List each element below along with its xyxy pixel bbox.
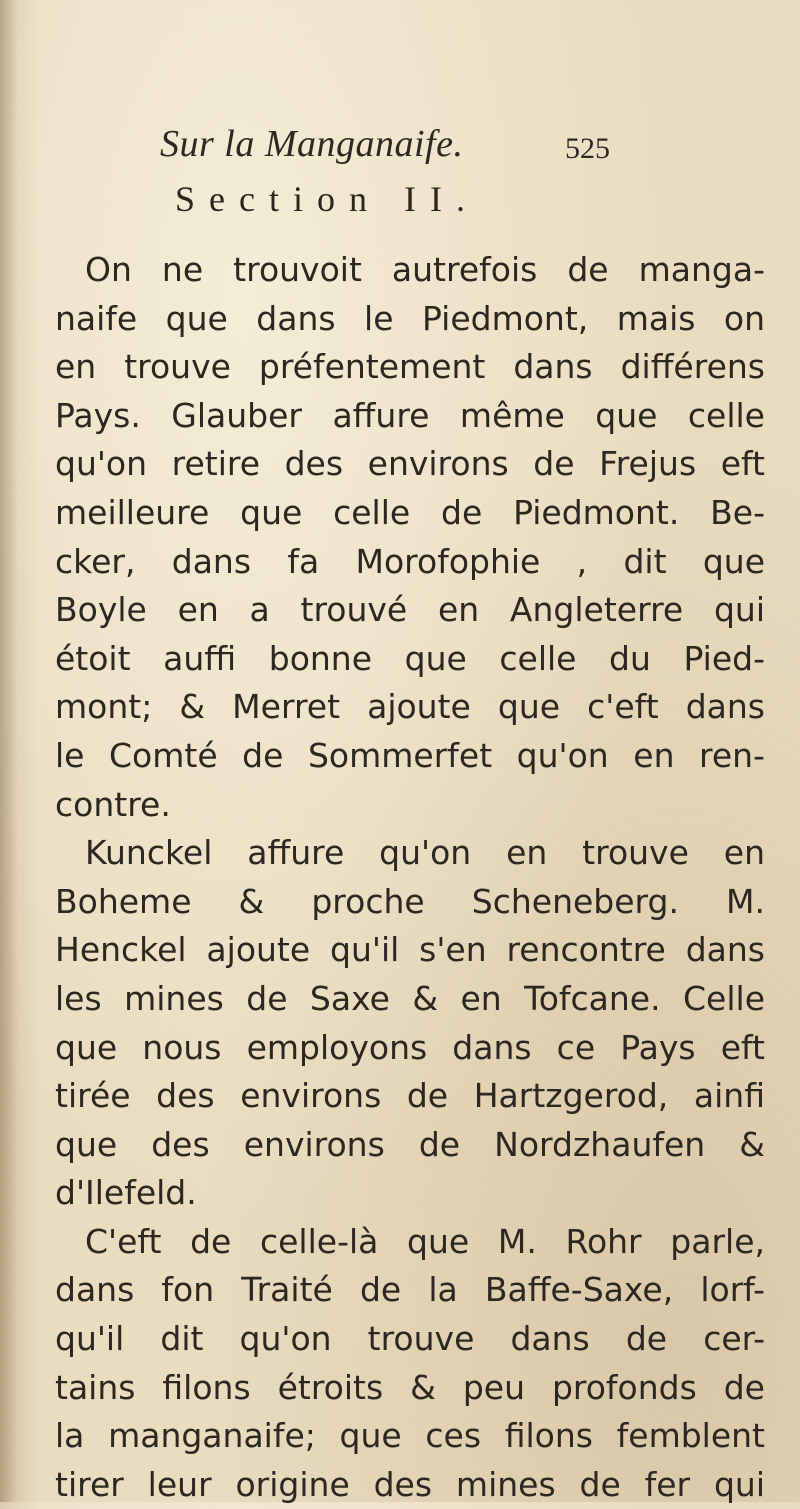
page-header bbox=[160, 122, 610, 172]
text-line: naife que dans le Piedmont, mais on bbox=[55, 298, 765, 338]
text-line: tains filons étroits & peu profonds de bbox=[55, 1367, 765, 1407]
page-number: 525 bbox=[565, 132, 610, 165]
text-line: étoit auffi bonne que celle du Pied- bbox=[55, 638, 765, 678]
text-line: dans fon Traité de la Baffe-Saxe, lorf- bbox=[55, 1270, 765, 1310]
text-line: mont; & Merret ajoute que c'eft dans bbox=[55, 687, 765, 727]
running-title: Sur la Manganaife. bbox=[160, 123, 464, 165]
text-line: Boheme & proche Scheneberg. M. bbox=[55, 881, 765, 921]
page-gutter-shadow bbox=[0, 0, 18, 1502]
text-line: tirée des environs de Hartzgerod, ainfi bbox=[55, 1076, 765, 1116]
text-line: la manganaife; que ces filons femblent bbox=[55, 1416, 765, 1456]
text-line: d'Ilefeld. bbox=[55, 1173, 197, 1213]
text-line: meilleure que celle de Piedmont. Be- bbox=[55, 492, 765, 532]
text-line: cker, dans fa Morofophie , dit que bbox=[55, 541, 765, 581]
text-line: C'eft de celle-là que M. Rohr parle, bbox=[85, 1221, 765, 1261]
text-line: les mines de Saxe & en Tofcane. Celle bbox=[55, 978, 765, 1018]
body-text bbox=[55, 246, 765, 1509]
text-line: que nous employons dans ce Pays eft bbox=[55, 1027, 765, 1067]
text-line: Henckel ajoute qu'il s'en rencontre dans bbox=[55, 930, 765, 970]
text-line: On ne trouvoit autrefois de manga- bbox=[85, 250, 765, 289]
text-line: le Comté de Sommerfet qu'on en ren- bbox=[55, 735, 765, 775]
text-line: en trouve préfentement dans différens bbox=[55, 347, 765, 387]
text-line: contre. bbox=[55, 784, 171, 824]
text-line: Boyle en a trouvé en Angleterre qui bbox=[55, 590, 765, 630]
text-line: qu'il dit qu'on trouve dans de cer- bbox=[55, 1319, 765, 1359]
section-heading: Section II. bbox=[175, 179, 479, 219]
text-line: tirer leur origine des mines de fer qui bbox=[55, 1464, 765, 1504]
text-line: que des environs de Nordzhaufen & bbox=[55, 1124, 765, 1164]
text-line: Kunckel affure qu'on en trouve en bbox=[85, 833, 765, 873]
text-line: Pays. Glauber affure même que celle bbox=[55, 395, 765, 435]
text-line: qu'on retire des environs de Frejus eft bbox=[55, 444, 765, 484]
